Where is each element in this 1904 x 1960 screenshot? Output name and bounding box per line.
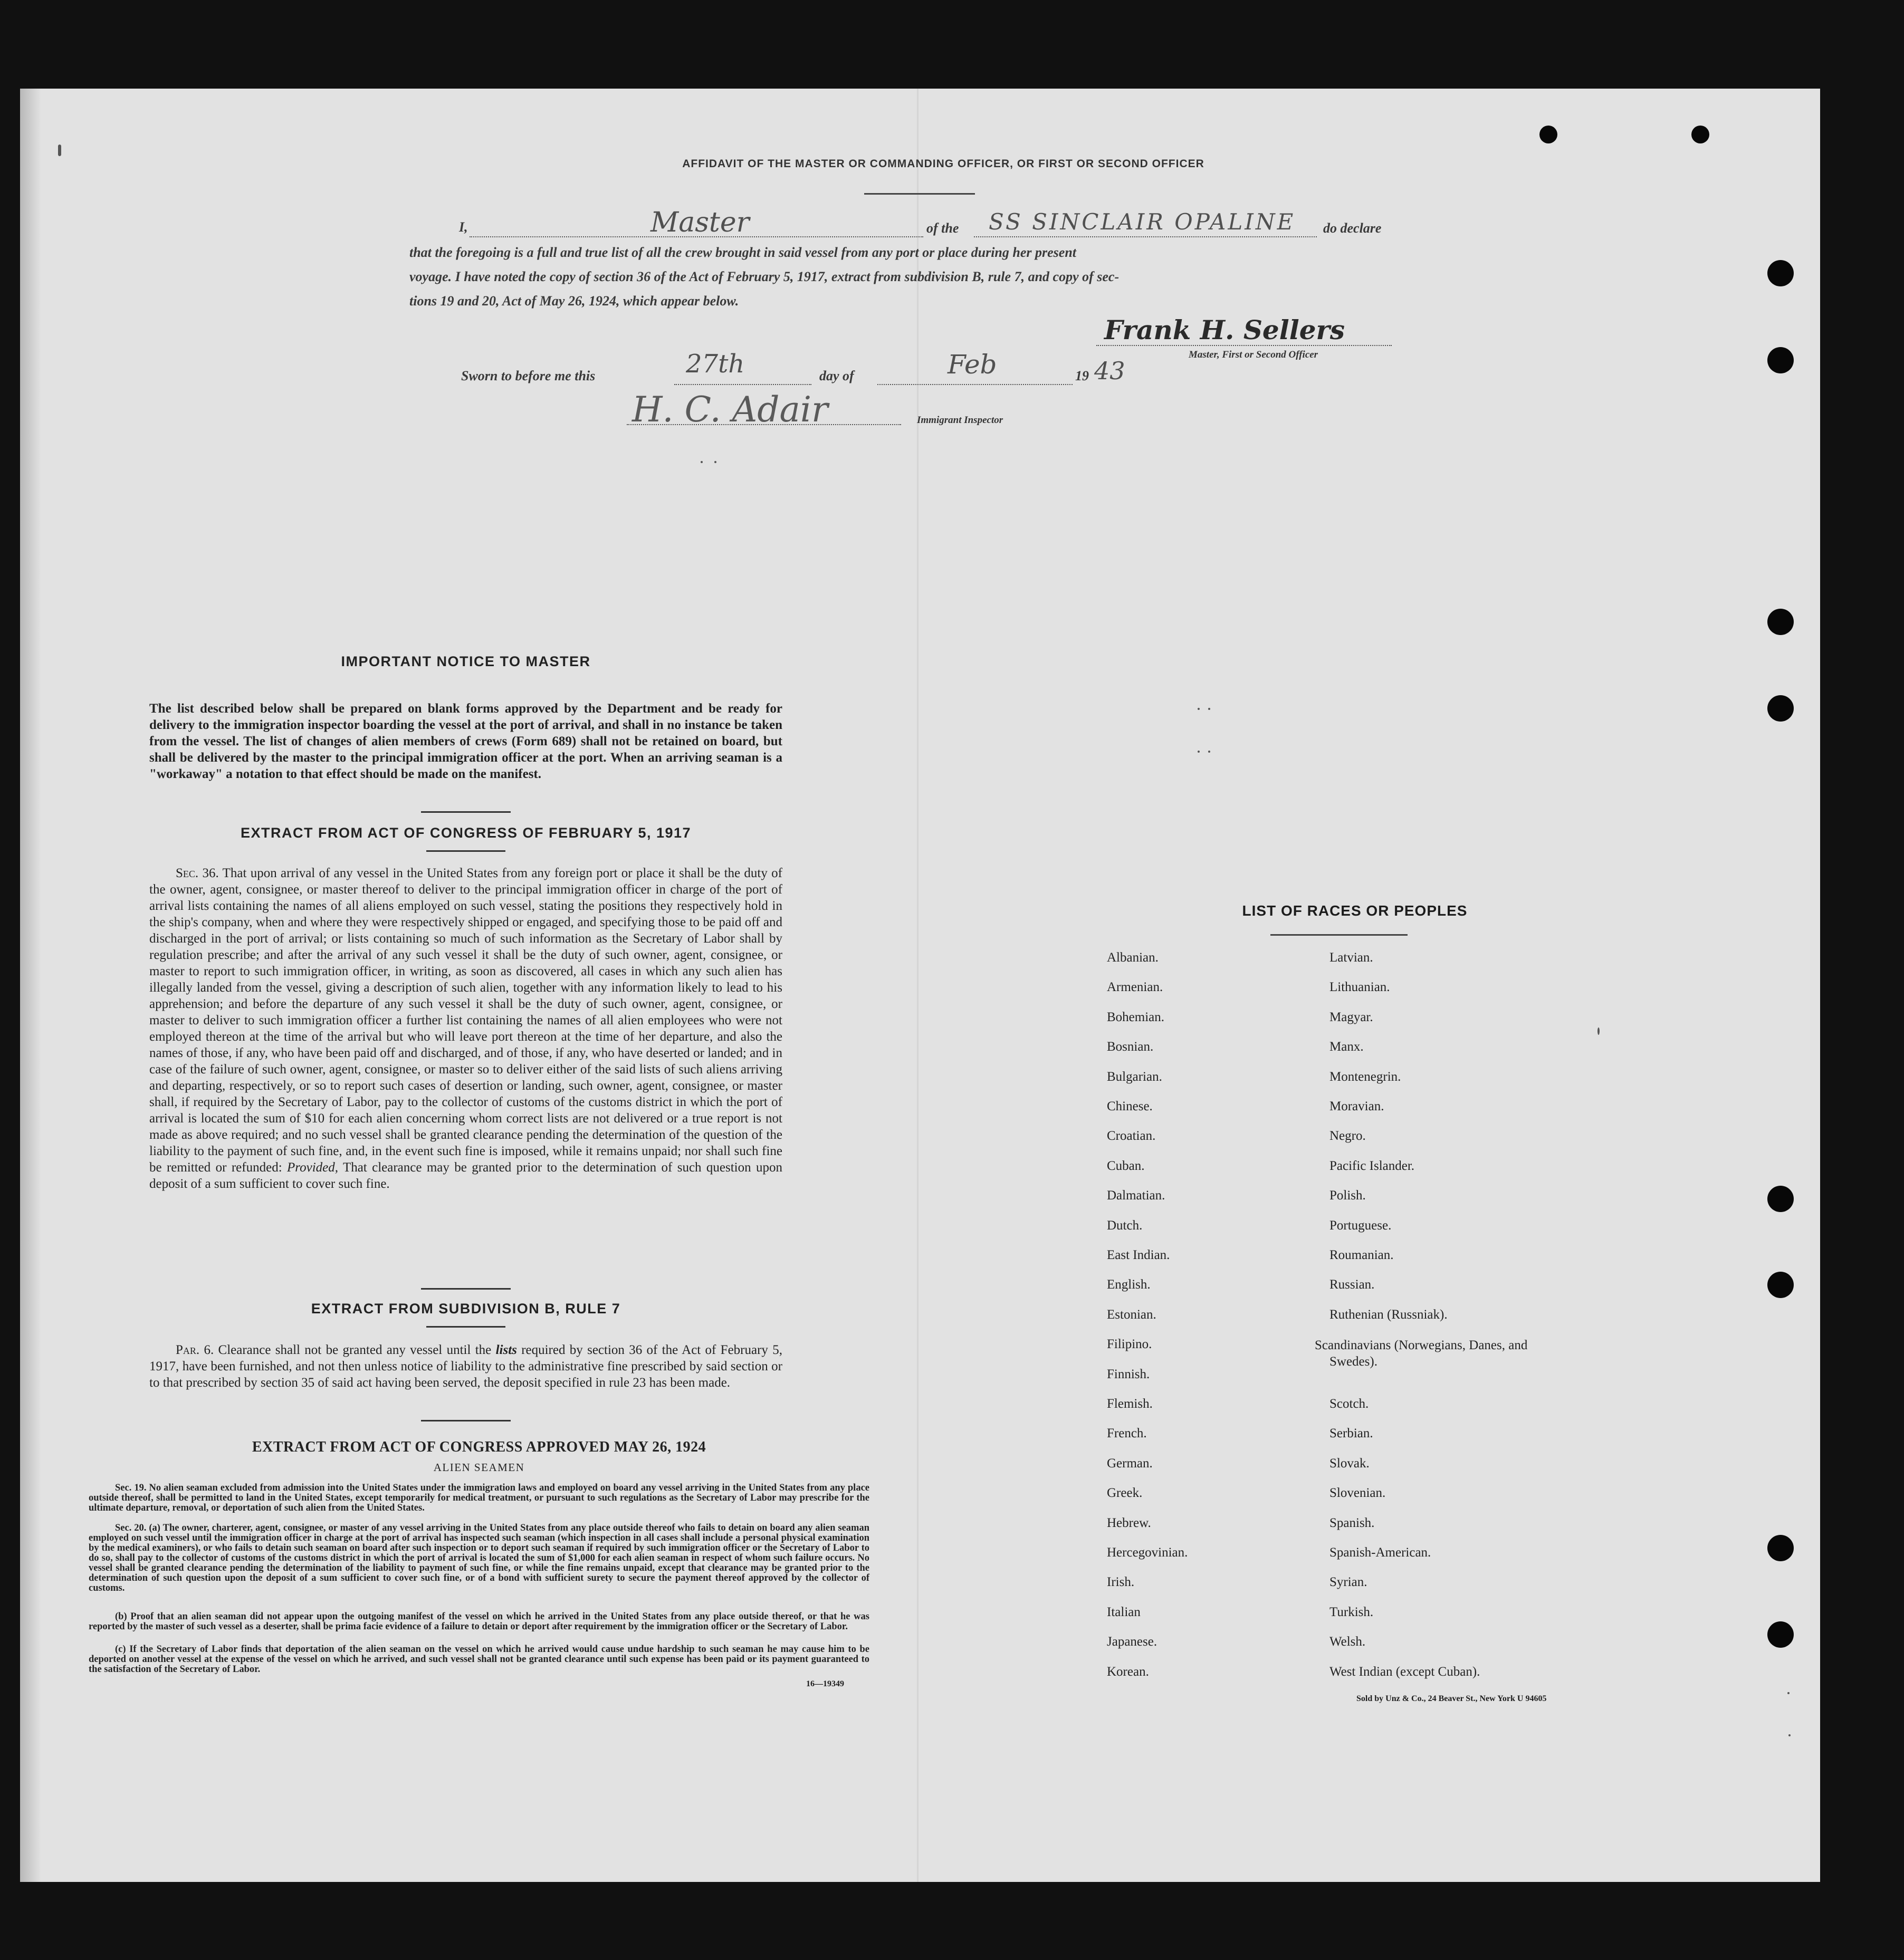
race-item: English. — [1107, 1277, 1151, 1292]
dust-speck — [58, 145, 61, 156]
race-item: Montenegrin. — [1329, 1070, 1401, 1084]
section-20-text: Sec. 20. (a) The owner, charterer, agent, consignee, or master of any vessel arriving in the United States from any place outside thereof who fails to detain on board any alien seaman employed on such vessel until the immigration officer in charge at the port of arrival has inspected such seaman (which inspection in all cases shall include a personal physical examination by the medical examiners), or who fails to detain such seaman on board after such inspection or to deport such seaman if required by such immigration officer or the Secretary of Labor to do so, shall pay to the collector of customs of the customs district in which the port of arrival is located the sum of $1,000 for each alien seaman in respect of whom such failure occurs. No vessel shall be granted clearance pending the determination of the liability to payment of such fine, or while the fine remains unpaid, except that clearance may be granted prior to the determination of such question upon the deposit of a sum sufficient to cover such fine, or of a bond with sufficient surety to secure the payment thereof approved by the collector of customs. — [89, 1523, 869, 1593]
sold-by-imprint: Sold by Unz & Co., 24 Beaver St., New York U 94605 — [1356, 1694, 1547, 1703]
race-item: Polish. — [1329, 1188, 1366, 1203]
section-36-text — [149, 865, 782, 1192]
race-item: German. — [1107, 1456, 1153, 1471]
race-item: Dalmatian. — [1107, 1188, 1165, 1203]
race-item: Greek. — [1107, 1486, 1143, 1500]
section-36-label: Sec. 36. — [176, 866, 219, 880]
extract-1924-title: EXTRACT FROM ACT OF CONGRESS APPROVED MAY 26, 1924 — [252, 1439, 706, 1455]
handwritten-year: 43 — [1094, 357, 1125, 385]
race-item: Bohemian. — [1107, 1010, 1165, 1024]
race-item: Estonian. — [1107, 1308, 1156, 1322]
punch-hole — [1767, 695, 1794, 722]
extract-1917-end-rule — [421, 1288, 511, 1290]
inspector-line — [627, 424, 901, 425]
race-item: Irish. — [1107, 1575, 1135, 1589]
dust-speck — [1208, 708, 1210, 710]
race-item: Flemish. — [1107, 1397, 1153, 1411]
affidavit-line-2: that the foregoing is a full and true list of all the crew brought in said vessel from any port or place during her present — [409, 245, 1077, 260]
race-item: Spanish. — [1329, 1516, 1375, 1530]
race-item: Syrian. — [1329, 1575, 1367, 1589]
race-item: Turkish. — [1329, 1605, 1374, 1619]
race-item: Filipino. — [1107, 1337, 1152, 1351]
race-item: Slovenian. — [1329, 1486, 1386, 1500]
document-page — [20, 89, 1820, 1882]
race-item: Scotch. — [1329, 1397, 1369, 1411]
race-item: Italian — [1107, 1605, 1141, 1619]
affidavit-i-label: I, — [459, 219, 468, 235]
punch-hole — [1767, 1535, 1794, 1561]
dust-speck — [714, 461, 716, 463]
race-item: West Indian (except Cuban). — [1329, 1665, 1480, 1679]
day-fill-line — [674, 384, 811, 385]
extract-rule7-end-rule — [421, 1420, 511, 1421]
dust-speck — [1788, 1734, 1791, 1736]
affidavit-line-3: voyage. I have noted the copy of section 36 of the Act of February 5, 1917, extract from subdivision B, rule 7, and copy of sec- — [409, 269, 1120, 284]
punch-hole — [1767, 609, 1794, 635]
dust-speck — [1208, 751, 1210, 753]
race-item: Portuguese. — [1329, 1218, 1392, 1233]
paragraph-6-label: Par. 6. — [176, 1343, 214, 1357]
dust-speck — [701, 461, 703, 463]
paragraph-6-body-b: required by section 36 of the Act of February 5, 1917, have been furnished, and not then unless notice of liability to the administrative fine prescribed by said section or to that prescribed by section 35 of said act having been served, the deposit specified in rule 23 has been made. — [149, 1343, 782, 1390]
section-19-text: Sec. 19. No alien seaman excluded from admission into the United States under the immigration laws and employed on board any vessel arriving in the United States from any place outside thereof, shall be permitted to land in the United States, except temporarily for medical treatment, or pursuant to such regulations as the Secretary of Labor may prescribe for the ultimate departure, removal, or deportation of such alien from the United States. — [89, 1483, 869, 1513]
race-item: Lithuanian. — [1329, 980, 1390, 994]
race-item: Magyar. — [1329, 1010, 1373, 1024]
vessel-fill-line — [974, 236, 1317, 237]
signature-caption: Master, First or Second Officer — [1189, 349, 1318, 360]
page-edge-shadow — [20, 89, 41, 1882]
notice-title: IMPORTANT NOTICE TO MASTER — [341, 654, 591, 669]
punch-hole — [1691, 126, 1709, 143]
month-fill-line — [877, 384, 1073, 385]
signature-line — [1096, 345, 1392, 346]
affidavit-title-rule — [864, 193, 975, 195]
race-item: Latvian. — [1329, 950, 1373, 965]
race-item: Manx. — [1329, 1040, 1364, 1054]
affidavit-title: AFFIDAVIT OF THE MASTER OR COMMANDING OFFICER, OR FIRST OR SECOND OFFICER — [682, 158, 1204, 170]
punch-hole — [1767, 1621, 1794, 1648]
punch-hole — [1539, 126, 1557, 143]
races-title-rule — [1270, 934, 1408, 936]
year-prefix: 19 — [1075, 368, 1089, 383]
extract-1917-title: EXTRACT FROM ACT OF CONGRESS OF FEBRUARY 5, 1917 — [240, 825, 692, 841]
dust-speck — [1198, 751, 1200, 753]
alien-seamen-subtitle: ALIEN SEAMEN — [433, 1461, 525, 1474]
handwritten-month: Feb — [948, 349, 997, 380]
race-item: Welsh. — [1329, 1635, 1366, 1649]
inspector-signature: H. C. Adair — [632, 389, 828, 430]
punch-hole — [1767, 1186, 1794, 1212]
race-item: Korean. — [1107, 1665, 1149, 1679]
race-item: Dutch. — [1107, 1218, 1143, 1233]
master-signature: Frank H. Sellers — [1104, 314, 1345, 345]
race-item: Chinese. — [1107, 1099, 1153, 1113]
section-20b-text: (b) Proof that an alien seaman did not appear upon the outgoing manifest of the vessel on which he arrived in the United States from any place outside thereof, or that he was reported by the master of such vessel as a deserter, shall be prima facie evidence of a failure to detain or deport after requirement by the immigration officer or the Secretary of Labor. — [89, 1611, 869, 1632]
race-item: Serbian. — [1329, 1426, 1373, 1440]
affidavit-line-4: tions 19 and 20, Act of May 26, 1924, which appear below. — [409, 293, 739, 309]
handwritten-vessel-name: SS SINCLAIR OPALINE — [989, 209, 1296, 235]
race-item: Pacific Islander. — [1329, 1159, 1415, 1173]
race-item: Slovak. — [1329, 1456, 1370, 1471]
race-item: Hercegovinian. — [1107, 1545, 1188, 1560]
race-item: Albanian. — [1107, 950, 1159, 965]
paragraph-6-body-a: Clearance shall not be granted any vessel until the — [218, 1343, 492, 1357]
races-title: LIST OF RACES OR PEOPLES — [1242, 902, 1468, 919]
day-of-label: day of — [819, 368, 854, 383]
punch-hole — [1767, 347, 1794, 373]
race-item: Ruthenian (Russniak). — [1329, 1308, 1448, 1322]
race-item: Negro. — [1329, 1129, 1366, 1143]
extract-1917-rule — [426, 850, 505, 852]
dust-speck — [1198, 708, 1200, 710]
extract-rule7-rule — [426, 1326, 505, 1328]
dust-speck — [1787, 1692, 1790, 1694]
race-item: Finnish. — [1107, 1367, 1150, 1381]
race-item: Spanish-American. — [1329, 1545, 1431, 1560]
race-item: Croatian. — [1107, 1129, 1156, 1143]
race-item: Bosnian. — [1107, 1040, 1154, 1054]
race-item: Cuban. — [1107, 1159, 1145, 1173]
race-item: Moravian. — [1329, 1099, 1384, 1113]
provided-label: Provided, — [287, 1160, 338, 1175]
punch-hole — [1767, 260, 1794, 286]
race-item: East Indian. — [1107, 1248, 1170, 1262]
race-item: Japanese. — [1107, 1635, 1157, 1649]
race-item: Armenian. — [1107, 980, 1163, 994]
handwritten-day: 27th — [686, 349, 745, 379]
notice-body: The list described below shall be prepared on blank forms approved by the Department and be ready for delivery to the immigration inspector boarding the vessel at the port of arrival, and shall in no instance be taken from the vessel. The list of changes of alien members of crews (Form 689) shall not be retained on board, but shall be delivered by the master to the principal immigration officer at the port. When an arriving seaman is a "workaway" a notation to that effect should be made on the manifest. — [149, 702, 782, 781]
handwritten-name: Master — [650, 207, 750, 238]
race-item: Bulgarian. — [1107, 1070, 1162, 1084]
section-36-body-end: That clearance may be granted prior to the determination of such question upon deposit of a sum sufficient to cover such fine. — [149, 1160, 783, 1191]
section-20c-text: (c) If the Secretary of Labor finds that deportation of the alien seaman on the vessel on which he arrived would cause undue hardship to such seaman he may cause him to be deported on another vessel at the expense of the vessel on which he arrived, and such vessel shall not be granted clearance until such expense has been paid or its payment guaranteed to the satisfaction of the Secretary of Labor. — [89, 1644, 869, 1675]
sworn-label: Sworn to before me this — [461, 368, 596, 383]
lists-word: lists — [495, 1343, 517, 1357]
race-item: Hebrew. — [1107, 1516, 1151, 1530]
paragraph-6-text — [149, 1342, 782, 1391]
extract-rule7-title: EXTRACT FROM SUBDIVISION B, RULE 7 — [311, 1301, 621, 1317]
dust-speck — [1597, 1027, 1600, 1035]
notice-rule — [421, 811, 511, 813]
race-item: Scandinavians (Norwegians, Danes, and Swedes). — [1315, 1338, 1528, 1369]
affidavit-declare-label: do declare — [1323, 220, 1382, 236]
inspector-caption: Immigrant Inspector — [917, 415, 1003, 426]
punch-hole — [1767, 1272, 1794, 1298]
race-item: French. — [1107, 1426, 1147, 1440]
page-fold-line — [917, 89, 918, 1882]
section-36-body: That upon arrival of any vessel in the United States from any foreign port or place it shall be the duty of the owner, agent, consignee, or master thereof to deliver to the principal immigration officer in charge of the port of arrival lists containing the names of all aliens employed on such vessel, stating the positions they respectively hold in the ship's company, when and where they were respectively shipped or engaged, and specifying those to be paid off and discharged in the port of arrival; or lists containing so much of such information as the Secretary of Labor shall by regulation prescribe; and after the arrival of any such vessel it shall be the duty of such owner, agent, consignee, or master to report to such immigration officer, in writing, as soon as discovered, all cases in which any such alien has illegally landed from the vessel, giving a description of such alien, together with any information likely to lead to his apprehension; and before the departure of any such vessel it shall be the duty of such owner, agent, consignee, or master to deliver to such immigration officer a further list containing the names of all alien employees who were not employed thereon at the time of the arrival but who will leave port thereon at the time of her departure, and also the names of those, if any, who have been paid off and discharged, and of those, if any, who have deserted or landed; and in case of the failure of such owner, agent, consignee, or master so to deliver either of the said lists of such aliens arriving and departing, respectively, or so to report such cases of desertion or landing, such owner, agent, consignee, or master shall, if required by the Secretary of Labor, pay to the collector of customs of the customs district in which the port of arrival is located the sum of $10 for each alien concerning whom correct lists are not delivered or a true report is not made as above required; and no such vessel shall be granted clearance pending the determination of the question of the liability to the payment of such fine, and, in the event such fine is imposed, while it remains unpaid; nor shall such fine be remitted or refunded: — [149, 866, 782, 1175]
affidavit-of-the-label: of the — [926, 220, 959, 236]
race-item: Russian. — [1329, 1277, 1375, 1292]
race-item: Roumanian. — [1329, 1248, 1394, 1262]
form-number: 16—19349 — [806, 1679, 844, 1688]
